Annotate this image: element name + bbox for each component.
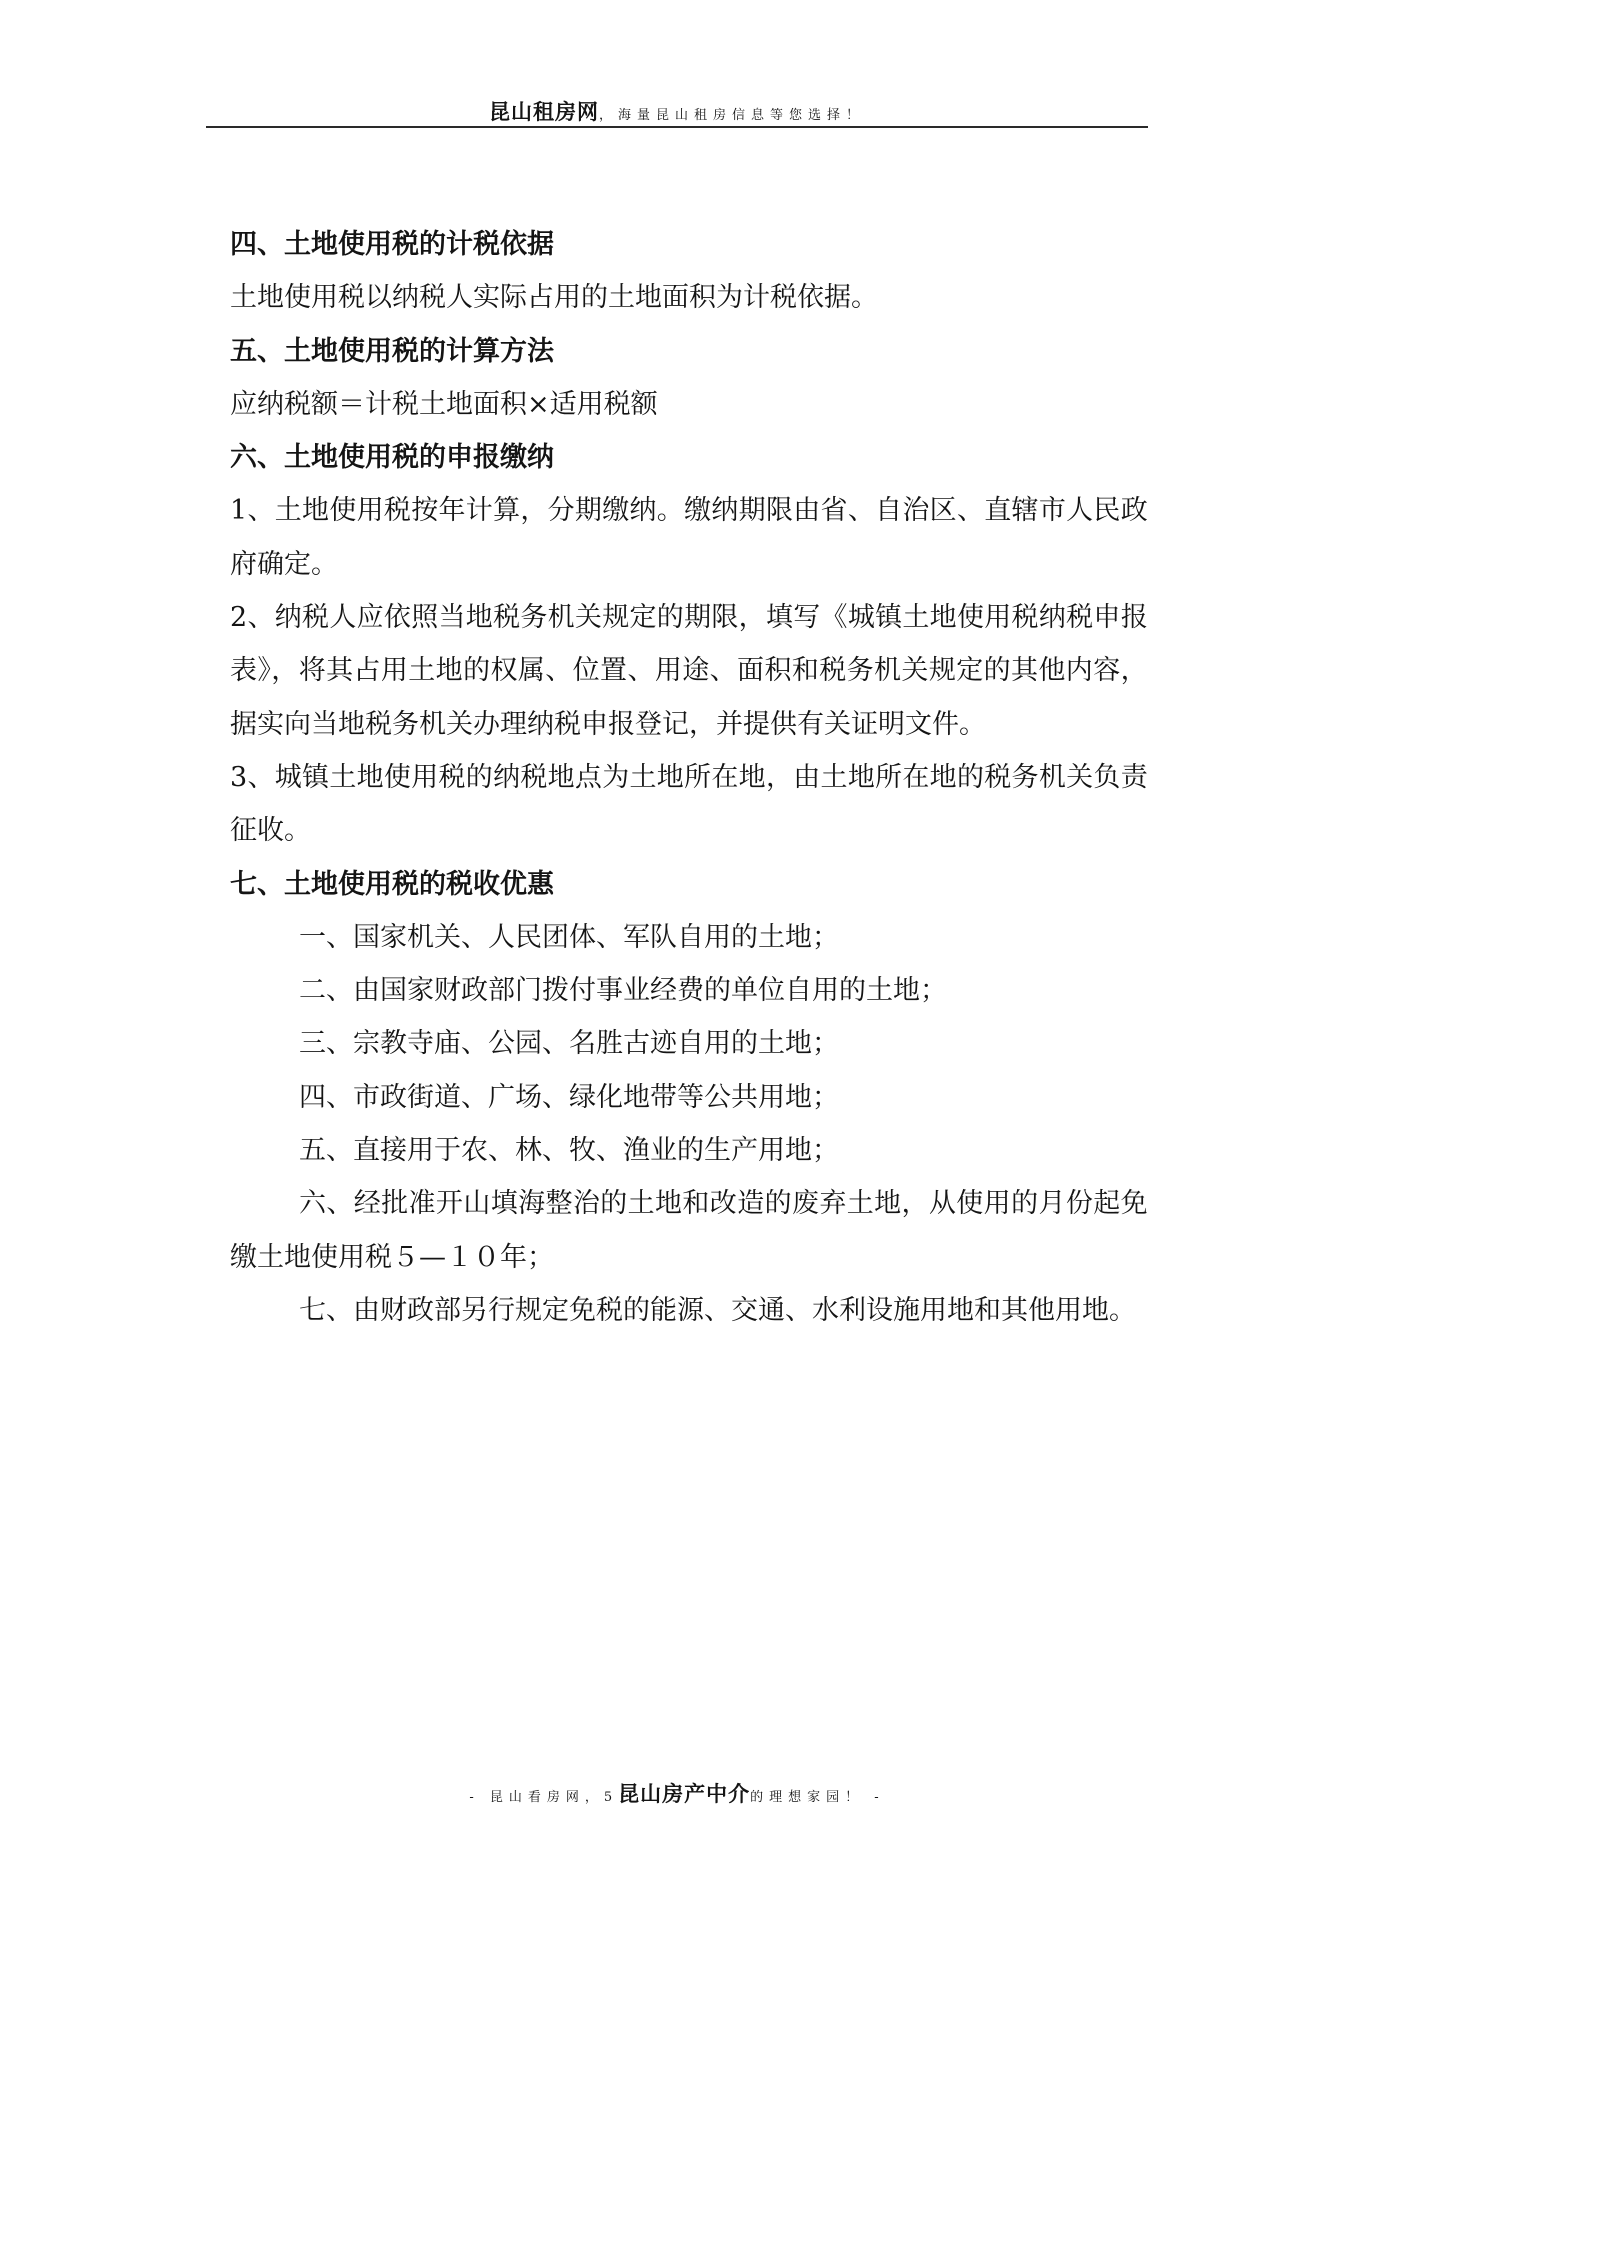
section-heading: 四、土地使用税的计税依据 — [230, 229, 554, 260]
section-heading: 七、土地使用税的税收优惠 — [230, 868, 554, 900]
list-item: 一、国家机关、人民团体、军队自用的土地； — [299, 921, 839, 953]
list-item: 四、市政街道、广场、绿化地带等公共用地； — [299, 1081, 839, 1113]
list-item: 三、宗教寺庙、公园、名胜古迹自用的土地； — [299, 1028, 839, 1060]
list-item-continuation: 缴土地使用税５—１０年； — [230, 1241, 554, 1273]
paragraph-line: 土地使用税以纳税人实际占用的土地面积为计税依据。 — [230, 282, 878, 314]
page-footer — [206, 1778, 1148, 1808]
paragraph-line: 征收。 — [230, 815, 311, 847]
section-heading: 五、土地使用税的计算方法 — [230, 335, 554, 367]
footer-brand: 昆山房产中介 — [618, 1782, 751, 1806]
section-heading: 六、土地使用税的申报缴纳 — [230, 442, 554, 474]
list-item: 五、直接用于农、林、牧、渔业的生产用地； — [299, 1135, 839, 1167]
header-rule — [206, 126, 1148, 128]
paragraph-line: 2、纳税人应依照当地税务机关规定的期限，填写《城镇土地使用税纳税申报 — [230, 602, 1148, 634]
footer-lead: - 昆山看房网，5 — [469, 1790, 619, 1805]
footer-tail: 的理想家园！ - — [750, 1790, 885, 1805]
page-header — [206, 96, 1148, 126]
header-tagline: ，海量昆山租房信息等您选择！ — [598, 108, 865, 123]
paragraph-line: 府确定。 — [230, 548, 338, 580]
header-brand: 昆山租房网 — [488, 100, 599, 124]
list-item: 二、由国家财政部门拨付事业经费的单位自用的土地； — [299, 975, 947, 1007]
document-body — [230, 218, 1148, 1337]
paragraph-line: 据实向当地税务机关办理纳税申报登记，并提供有关证明文件。 — [230, 708, 986, 740]
list-item: 六、经批准开山填海整治的土地和改造的废弃土地，从使用的月份起免 — [299, 1188, 1148, 1220]
list-item: 七、由财政部另行规定免税的能源、交通、水利设施用地和其他用地。 — [299, 1294, 1136, 1326]
paragraph-line: 表》，将其占用土地的权属、位置、用途、面积和税务机关规定的其他内容， — [230, 655, 1148, 687]
paragraph-line: 1、土地使用税按年计算，分期缴纳。缴纳期限由省、自治区、直辖市人民政 — [230, 495, 1148, 527]
paragraph-line: 应纳税额＝计税土地面积×适用税额 — [230, 388, 658, 420]
paragraph-line: 3、城镇土地使用税的纳税地点为土地所在地，由土地所在地的税务机关负责 — [230, 761, 1148, 793]
